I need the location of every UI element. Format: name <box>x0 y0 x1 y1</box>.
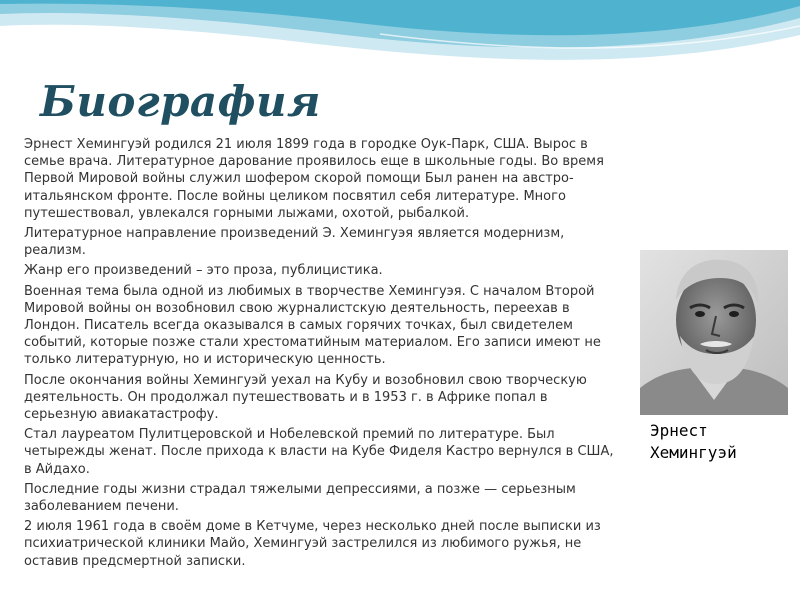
biography-text <box>24 136 618 570</box>
paragraph-awards: Стал лауреатом Пулитцеровской и Нобелевской премий по литературе. Был четырежды женат. После прихода к власти на Кубе Фиделя Кастро вернулся в США, в Айдахо. <box>24 427 614 477</box>
portrait-illustration <box>640 250 788 415</box>
paragraph-cuba: После окончания войны Хемингуэй уехал на Кубу и возобновил свою творческую деятельность. Он продолжал путешествовать и в 1953 г. в Африке попал в серьезную авиакатастрофу. <box>24 372 587 423</box>
paragraph-war-theme: Военная тема была одной из любимых в творчестве Хемингуэя. С началом Второй Мировой войны он возобновил свою журналистскую деятельность, переехав в Лондон. Писатель всегда оказывался в самых горячих точках, был свидетелем событий, которые позже стали хрестоматийным материалом. Его записи имеют не только литературную, но и историческую ценность. <box>24 283 601 368</box>
slide-title: Биография <box>40 77 321 126</box>
portrait-photo <box>640 250 788 415</box>
header-wave-decoration <box>0 0 800 80</box>
paragraph-death: 2 июля 1961 года в своём доме в Кетчуме, через несколько дней после выписки из психиатрической клиники Майо, Хемингуэй застрелился из любимого ружья, не оставив предсмертной записки. <box>24 519 601 569</box>
paragraph-last-years: Последние годы жизни страдал тяжелыми депрессиями, а позже — серьезным заболеванием печени. <box>24 481 576 515</box>
paragraph-birth: Эрнест Хемингуэй родился 21 июля 1899 года в городке Оук-Парк, США. Вырос в семье врача. Литературное дарование проявилось еще в школьные годы. Во время Первой Мировой войны служил шофером скорой помощи Был ранен на австро-итальянском фронте. После войны целиком посвятил себя литературе. Много путешествовал, увлекался горными лыжами, охотой, рыбалкой. <box>24 137 604 221</box>
portrait-caption: Эрнест Хемингуэй <box>650 421 737 462</box>
paragraph-genre: Жанр его произведений – это проза, публицистика. <box>24 263 383 279</box>
paragraph-literary-direction: Литературное направление произведений Э. Хемингуэя является модернизм, реализм. <box>24 226 565 259</box>
